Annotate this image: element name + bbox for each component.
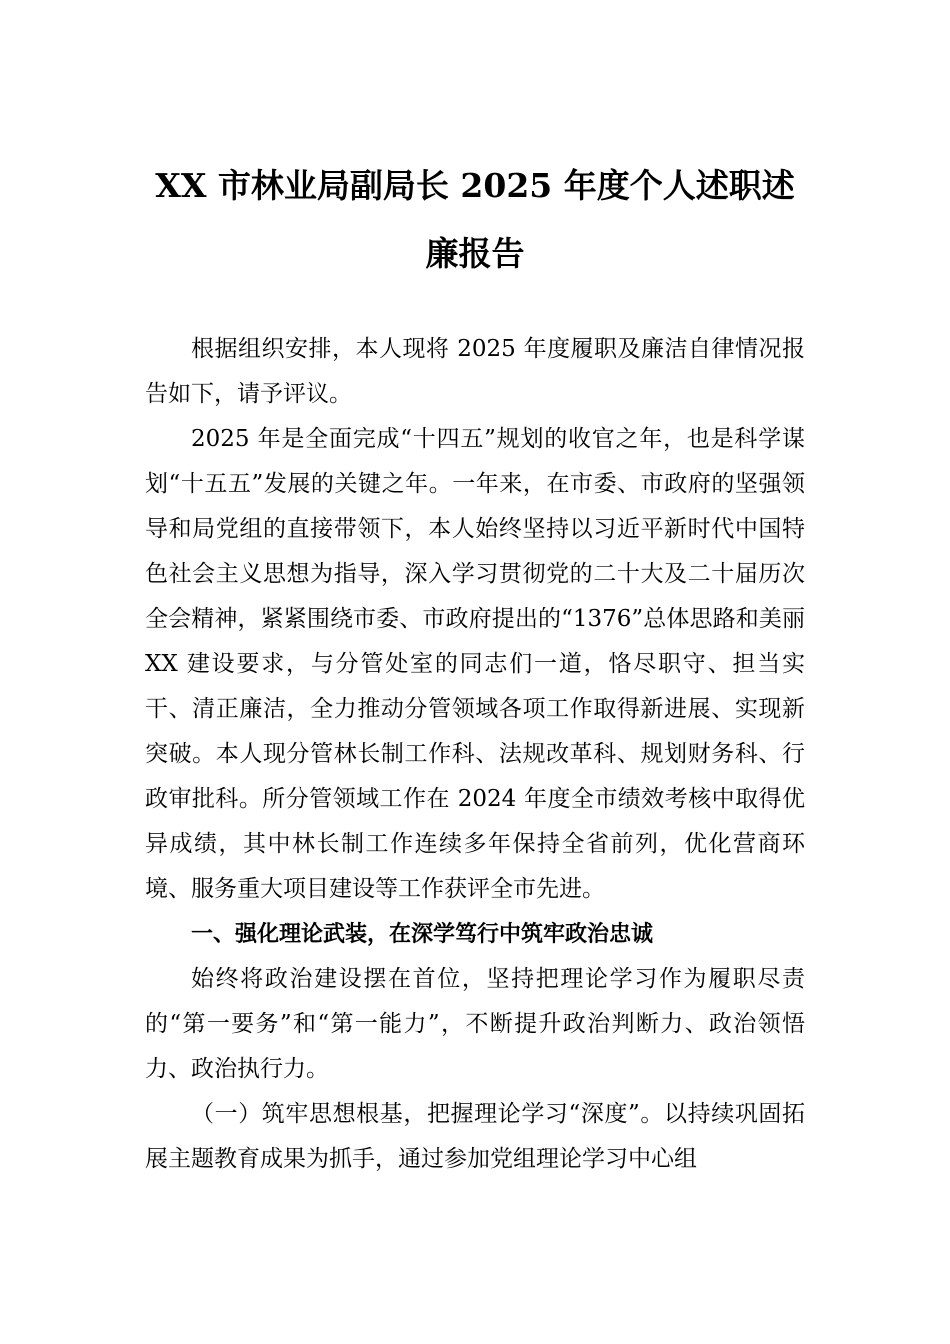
section-1-subsection-1: （一）筑牢思想根基，把握理论学习“深度”。以持续巩固拓展主题教育成果为抓手，通过参加党组理论学习中心组 bbox=[145, 1101, 805, 1172]
overview-paragraph: 2025 年是全面完成“十四五”规划的收官之年，也是科学谋划“十五五”发展的关键之年。一年来，在市委、市政府的坚强领导和局党组的直接带领下，本人始终坚持以习近平新时代中国特色社会主义思想为指导，深入学习贯彻党的二十大及二十届历次全会精神，紧紧围绕市委、市政府提出的“1376”总体思路和美丽 XX 建设要求，与分管处室的同志们一道，恪尽职守、担当实干、清正廉洁，全力推动分管领域各项工作取得新进展、实现新突破。本人现分管林长制工作科、法规改革科、规划财务科、行政审批科。所分管领域工作在 2024 年度全市绩效考核中取得优异成绩，其中林长制工作连续多年保持全省前列，优化营商环境、服务重大项目建设等工作获评全市先进。 bbox=[145, 426, 805, 902]
document-title-line-1: XX 市林业局副局长 2025 年度个人述职述 bbox=[155, 166, 795, 205]
document-title-line-2: 廉报告 bbox=[425, 234, 525, 273]
document-body bbox=[145, 327, 805, 1182]
intro-paragraph: 根据组织安排，本人现将 2025 年度履职及廉洁自律情况报告如下，请予评议。 bbox=[145, 336, 805, 407]
section-heading-1: 一、强化理论武装，在深学笃行中筑牢政治忠诚 bbox=[191, 922, 654, 947]
section-1-paragraph: 始终将政治建设摆在首位，坚持把理论学习作为履职尽责的“第一要务”和“第一能力”，不断提升政治判断力、政治领悟力、政治执行力。 bbox=[145, 966, 805, 1082]
